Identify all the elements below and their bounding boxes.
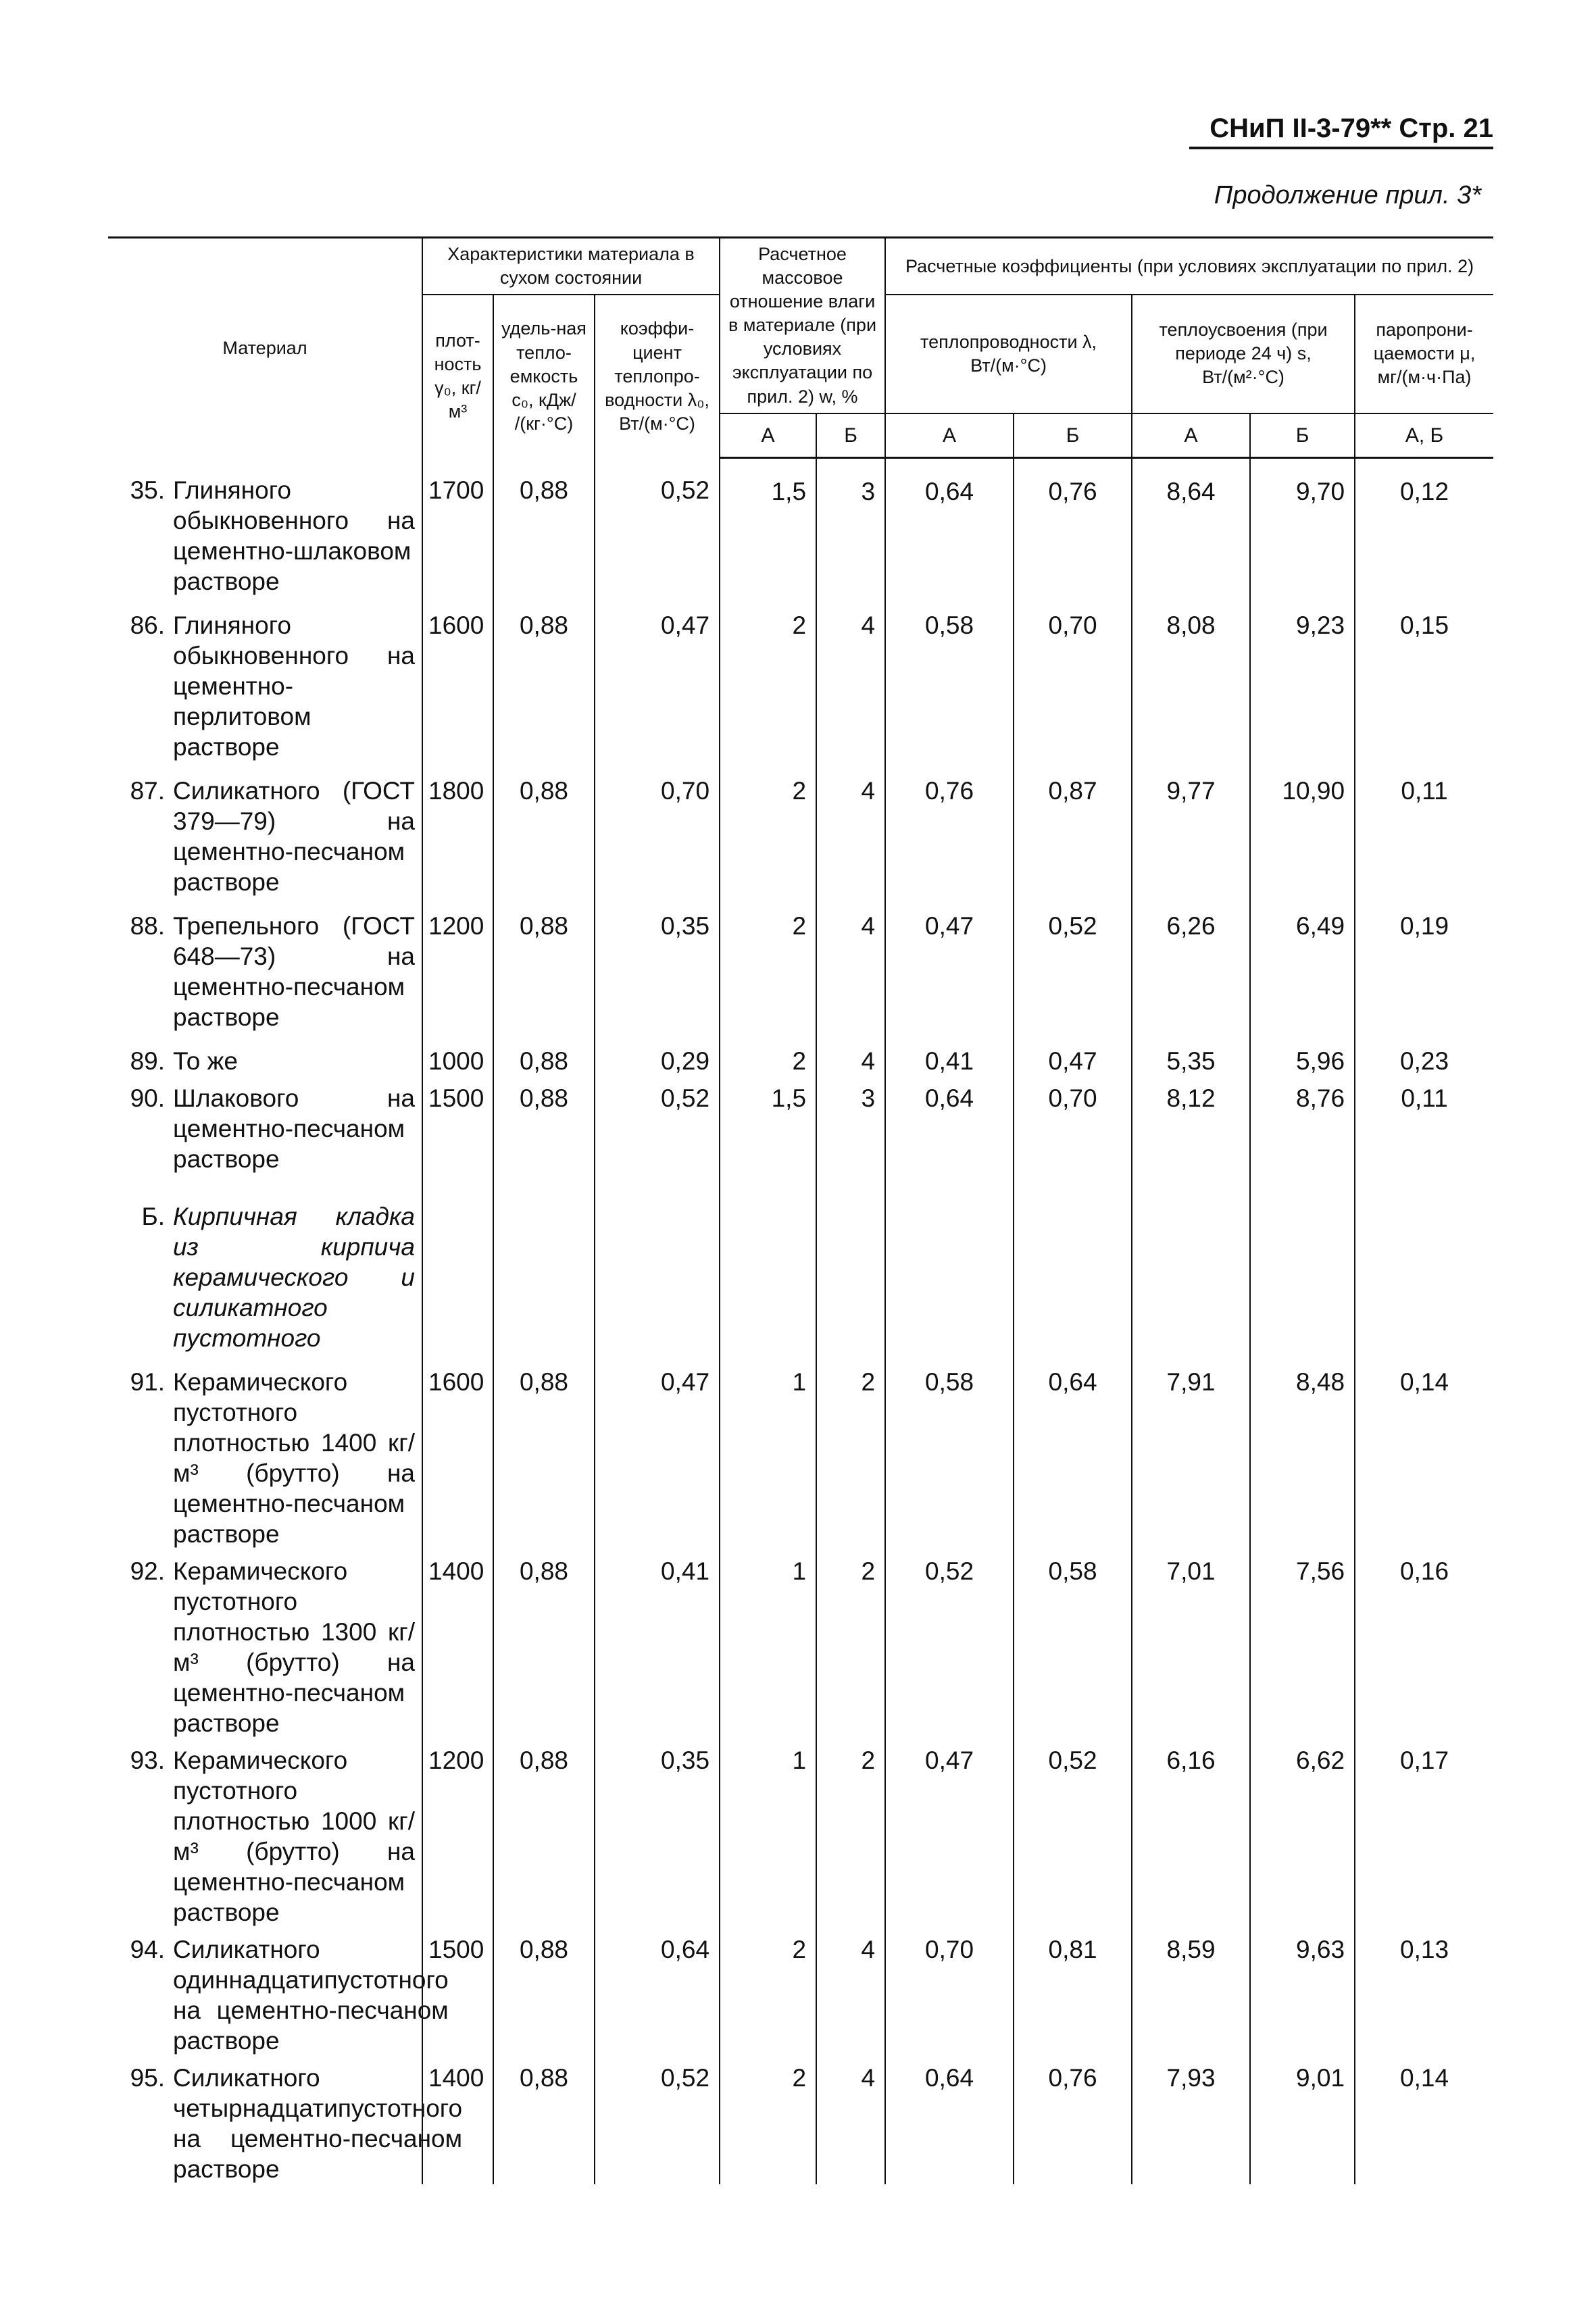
material-cell [108,603,422,769]
moisture-a-cell: 2 [720,1039,816,1076]
table-row [108,904,1493,1039]
material-name: Глиняного обыкновенного на цементно-перлитовом растворе [173,611,415,761]
vapor-cell: 0,11 [1355,769,1493,904]
assimilation-a-cell: 9,77 [1132,769,1250,904]
conductivity-b-cell: 0,76 [1014,2056,1132,2184]
vapor-cell: 0,17 [1355,1738,1493,1928]
material-name: Глиняного обыкновенного на цементно-шлаковом растворе [173,476,415,596]
material-cell [108,1738,422,1928]
moisture-b-cell: 4 [816,769,885,904]
header-conductivity-dry: коэффи-циент теплопро-водности λ₀, Вт/(м·°С) [595,295,720,457]
moisture-b-cell: 4 [816,2056,885,2184]
conductivity-a-cell: 0,47 [885,904,1014,1039]
header-assimilation-a: А [1132,413,1250,458]
table-row [108,457,1493,603]
conductivity-dry-cell: 0,47 [595,603,720,769]
assimilation-b-cell: 8,48 [1250,1360,1355,1549]
conductivity-a-cell: 0,58 [885,1360,1014,1549]
material-cell [108,1549,422,1738]
moisture-a-cell: 1 [720,1360,816,1549]
assimilation-a-cell: 8,12 [1132,1076,1250,1194]
conductivity-a-cell: 0,64 [885,2056,1014,2184]
assimilation-b-cell: 6,49 [1250,904,1355,1039]
moisture-a-cell: 1 [720,1549,816,1738]
moisture-b-cell: 2 [816,1360,885,1549]
conductivity-a-cell: 0,52 [885,1549,1014,1738]
moisture-b-cell: 4 [816,1039,885,1076]
table-row [108,603,1493,769]
assimilation-a-cell: 7,93 [1132,2056,1250,2184]
table-row [108,769,1493,904]
conductivity-b-cell: 0,70 [1014,1076,1132,1194]
vapor-cell: 0,13 [1355,1928,1493,2056]
density-cell: 1500 [422,1076,493,1194]
material-cell [108,769,422,904]
assimilation-b-cell: 9,23 [1250,603,1355,769]
material-cell [108,1076,422,1194]
continuation-label: Продолжение прил. 3* [1214,181,1481,209]
material-cell [108,1039,422,1076]
header-moisture: Расчетное массовое отношение влаги в материале (при условиях эксплуатации по прил. 2) w, % [720,238,885,413]
moisture-a-cell: 2 [720,904,816,1039]
moisture-b-cell [816,1194,885,1360]
conductivity-b-cell [1014,1194,1132,1360]
assimilation-b-cell: 10,90 [1250,769,1355,904]
conductivity-b-cell: 0,81 [1014,1928,1132,2056]
material-name: Керамического пустотного плотностью 1400 кг/м³ (брутто) на цементно-песчаном растворе [173,1368,415,1549]
conductivity-dry-cell: 0,35 [595,904,720,1039]
material-cell [108,457,422,603]
vapor-cell: 0,19 [1355,904,1493,1039]
row-number: Б. [141,1203,165,1231]
header-assimilation: теплоусвоения (при периоде 24 ч) s, Вт/(м²·°С) [1132,295,1355,413]
vapor-cell: 0,15 [1355,603,1493,769]
conductivity-b-cell: 0,76 [1014,457,1132,603]
conductivity-dry-cell: 0,35 [595,1738,720,1928]
vapor-cell: 0,14 [1355,1360,1493,1549]
assimilation-b-cell: 9,70 [1250,457,1355,603]
material-cell [108,1194,422,1360]
conductivity-a-cell: 0,58 [885,603,1014,769]
row-number: 88. [130,912,165,940]
moisture-a-cell: 2 [720,1928,816,2056]
material-cell [108,904,422,1039]
density-cell: 1600 [422,1360,493,1549]
material-cell [108,1360,422,1549]
table-row [108,1076,1493,1194]
heat-capacity-cell: 0,88 [493,904,595,1039]
moisture-a-cell [720,1194,816,1360]
moisture-b-cell: 2 [816,1549,885,1738]
moisture-a-cell: 2 [720,769,816,904]
heat-capacity-cell: 0,88 [493,1039,595,1076]
header-conductivity-a: А [885,413,1014,458]
table-row [108,1360,1493,1549]
moisture-b-cell: 3 [816,457,885,603]
header-assimilation-b: Б [1250,413,1355,458]
density-cell: 1200 [422,1738,493,1928]
assimilation-a-cell: 6,16 [1132,1738,1250,1928]
material-name: Силикатного (ГОСТ 379—79) на цементно-песчаном растворе [173,777,415,897]
header-conductivity-b: Б [1014,413,1132,458]
assimilation-b-cell [1250,1194,1355,1360]
moisture-b-cell: 4 [816,603,885,769]
header-moisture-a: А [720,413,816,458]
table-row [108,1549,1493,1738]
moisture-a-cell: 2 [720,2056,816,2184]
moisture-a-cell: 2 [720,603,816,769]
row-number: 94. [130,1936,165,1964]
row-number: 95. [130,2064,165,2092]
row-number: 91. [130,1368,165,1397]
conductivity-b-cell: 0,87 [1014,769,1132,904]
assimilation-a-cell: 8,64 [1132,457,1250,603]
assimilation-a-cell: 7,01 [1132,1549,1250,1738]
conductivity-b-cell: 0,52 [1014,1738,1132,1928]
header-vapor: паропрони-цаемости μ, мг/(м·ч·Па) [1355,295,1493,413]
density-cell: 1400 [422,1549,493,1738]
header-dry-group: Характеристики материала в сухом состоянии [422,238,720,295]
vapor-cell: 0,11 [1355,1076,1493,1194]
heat-capacity-cell: 0,88 [493,1928,595,2056]
material-name: Силикатного одиннадцатипустотного на цементно-песчаном растворе [173,1936,449,2055]
moisture-a-cell: 1,5 [720,1076,816,1194]
assimilation-a-cell: 8,59 [1132,1928,1250,2056]
table-row [108,2056,1493,2184]
vapor-cell: 0,23 [1355,1039,1493,1076]
conductivity-dry-cell: 0,52 [595,2056,720,2184]
heat-capacity-cell: 0,88 [493,769,595,904]
density-cell: 1400 [422,2056,493,2184]
vapor-cell: 0,12 [1355,457,1493,603]
assimilation-b-cell: 9,63 [1250,1928,1355,2056]
heat-capacity-cell: 0,88 [493,603,595,769]
header-calc-group: Расчетные коэффициенты (при условиях эксплуатации по прил. 2) [885,238,1493,295]
conductivity-dry-cell: 0,52 [595,1076,720,1194]
conductivity-dry-cell: 0,64 [595,1928,720,2056]
row-number: 92. [130,1557,165,1586]
heat-capacity-cell: 0,88 [493,1076,595,1194]
conductivity-a-cell: 0,76 [885,769,1014,904]
conductivity-dry-cell [595,1194,720,1360]
material-name: Шлакового на цементно-песчаном растворе [173,1084,415,1174]
table-row [108,1738,1493,1928]
conductivity-b-cell: 0,70 [1014,603,1132,769]
density-cell: 1700 [422,457,493,603]
conductivity-b-cell: 0,64 [1014,1360,1132,1549]
header-moisture-b: Б [816,413,885,458]
moisture-b-cell: 4 [816,1928,885,2056]
conductivity-dry-cell: 0,52 [595,457,720,603]
assimilation-b-cell: 8,76 [1250,1076,1355,1194]
row-number: 90. [130,1084,165,1113]
table-row [108,1928,1493,2056]
header-conductivity: теплопроводности λ, Вт/(м·°С) [885,295,1132,413]
assimilation-a-cell: 5,35 [1132,1039,1250,1076]
heat-capacity-cell: 0,88 [493,457,595,603]
conductivity-dry-cell: 0,70 [595,769,720,904]
conductivity-a-cell: 0,64 [885,1076,1014,1194]
assimilation-b-cell: 9,01 [1250,2056,1355,2184]
table-header [108,238,1493,458]
moisture-b-cell: 2 [816,1738,885,1928]
conductivity-a-cell: 0,41 [885,1039,1014,1076]
conductivity-a-cell [885,1194,1014,1360]
conductivity-dry-cell: 0,29 [595,1039,720,1076]
table-row [108,1039,1493,1076]
assimilation-a-cell: 7,91 [1132,1360,1250,1549]
vapor-cell: 0,16 [1355,1549,1493,1738]
moisture-b-cell: 4 [816,904,885,1039]
section-row [108,1194,1493,1360]
header-heat-capacity: удель-ная тепло-емкость c₀, кДж/ /(кг·°С) [493,295,595,457]
assimilation-a-cell: 8,08 [1132,603,1250,769]
assimilation-a-cell: 6,26 [1132,904,1250,1039]
vapor-cell [1355,1194,1493,1360]
material-name: Керамического пустотного плотностью 1300 кг/м³ (брутто) на цементно-песчаном растворе [173,1557,415,1738]
density-cell: 1000 [422,1039,493,1076]
assimilation-b-cell: 7,56 [1250,1549,1355,1738]
density-cell: 1600 [422,603,493,769]
conductivity-b-cell: 0,52 [1014,904,1132,1039]
heat-capacity-cell [493,1194,595,1360]
row-number: 86. [130,611,165,640]
material-name: Трепельного (ГОСТ 648—73) на цементно-песчаном растворе [173,912,415,1032]
row-number: 87. [130,777,165,805]
conductivity-b-cell: 0,58 [1014,1549,1132,1738]
density-cell: 1500 [422,1928,493,2056]
conductivity-a-cell: 0,70 [885,1928,1014,2056]
header-density: плот-ность γ₀, кг/м³ [422,295,493,457]
conductivity-b-cell: 0,47 [1014,1039,1132,1076]
materials-table [108,236,1493,2184]
material-cell [108,1928,449,2056]
assimilation-b-cell: 5,96 [1250,1039,1355,1076]
density-cell: 1200 [422,904,493,1039]
page-header: СНиП II-3-79** Стр. 21 [1189,114,1493,149]
vapor-cell: 0,14 [1355,2056,1493,2184]
row-number: 35. [130,476,165,505]
moisture-a-cell: 1 [720,1738,816,1928]
heat-capacity-cell: 0,88 [493,1360,595,1549]
material-name: Силикатного четырнадцатипустотного на цементно-песчаном растворе [173,2064,463,2184]
conductivity-a-cell: 0,64 [885,457,1014,603]
density-cell [422,1194,493,1360]
conductivity-a-cell: 0,47 [885,1738,1014,1928]
header-vapor-ab: А, Б [1355,413,1493,458]
moisture-a-cell: 1,5 [720,457,816,603]
density-cell: 1800 [422,769,493,904]
heat-capacity-cell: 0,88 [493,1738,595,1928]
conductivity-dry-cell: 0,47 [595,1360,720,1549]
row-number: 93. [130,1746,165,1775]
row-number: 89. [130,1047,165,1076]
table-body [108,457,1493,2184]
material-name: Кирпичная кладка из кирпича керамического и силикатного пустотного [173,1203,415,1353]
heat-capacity-cell: 0,88 [493,1549,595,1738]
assimilation-b-cell: 6,62 [1250,1738,1355,1928]
header-material: Материал [108,238,422,458]
assimilation-a-cell [1132,1194,1250,1360]
material-name: Керамического пустотного плотностью 1000 кг/м³ (брутто) на цементно-песчаном растворе [173,1746,415,1927]
heat-capacity-cell: 0,88 [493,2056,595,2184]
moisture-b-cell: 3 [816,1076,885,1194]
conductivity-dry-cell: 0,41 [595,1549,720,1738]
material-name: То же [173,1047,238,1076]
